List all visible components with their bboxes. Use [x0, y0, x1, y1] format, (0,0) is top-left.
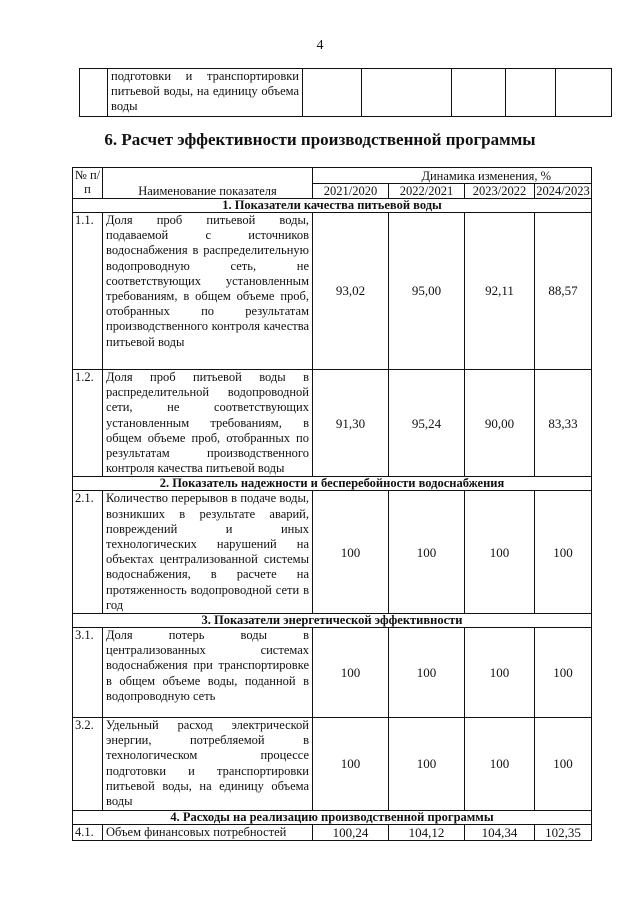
continuation-text: подготовки и транспортировки питьевой воды, на единицу объема воды	[108, 69, 303, 117]
dynamics-value: 100	[313, 628, 389, 718]
dynamics-value: 104,12	[389, 825, 465, 841]
section-header: 3. Показатели энергетической эффективности	[73, 614, 592, 628]
section-title: 6. Расчет эффективности производственной программы	[104, 130, 536, 149]
dynamics-value: 100	[465, 718, 535, 811]
dynamics-value: 95,24	[389, 370, 465, 477]
dynamics-value: 100	[389, 718, 465, 811]
row-number: 2.1.	[73, 491, 103, 614]
dynamics-value: 104,34	[465, 825, 535, 841]
dynamics-value: 100	[465, 628, 535, 718]
col-header-year: 2023/2022	[465, 184, 535, 199]
dynamics-value: 88,57	[535, 213, 592, 370]
dynamics-value: 100	[535, 628, 592, 718]
page-number: 4	[316, 38, 324, 53]
dynamics-value: 100	[535, 718, 592, 811]
indicator-name: Объем финансовых потребностей	[103, 825, 313, 841]
section-header: 2. Показатель надежности и бесперебойности водоснабжения	[73, 477, 592, 491]
dynamics-value: 102,35	[535, 825, 592, 841]
table-row	[73, 825, 592, 841]
dynamics-value: 100	[313, 491, 389, 614]
indicator-name: Доля потерь воды в централизованных системах водоснабжения при транспортировке в общем объеме воды, поданной в водопроводную сеть	[103, 628, 313, 718]
col-header-year: 2022/2021	[389, 184, 465, 199]
table-row	[73, 628, 592, 718]
row-number: 3.2.	[73, 718, 103, 811]
dynamics-value: 100	[389, 628, 465, 718]
dynamics-value: 90,00	[465, 370, 535, 477]
table-row	[73, 718, 592, 811]
dynamics-value: 95,00	[389, 213, 465, 370]
col-header-num: № п/п	[73, 168, 103, 199]
dynamics-value: 100	[389, 491, 465, 614]
table-row	[73, 213, 592, 370]
dynamics-value: 93,02	[313, 213, 389, 370]
dynamics-value: 92,11	[465, 213, 535, 370]
indicator-name: Доля проб питьевой воды, подаваемой с источников водоснабжения в распределительную водопроводную сеть, не соответствующих установленным требованиям, в общем объеме проб, отобранных по результатам производственного контроля качества питьевой воды	[103, 213, 313, 370]
indicator-name: Удельный расход электрической энергии, потребляемой в технологическом процессе подготовки и транспортировки питьевой воды, на единицу объема воды	[103, 718, 313, 811]
dynamics-value: 100	[535, 491, 592, 614]
col-header-year: 2021/2020	[313, 184, 389, 199]
dynamics-value: 100	[313, 718, 389, 811]
row-number: 4.1.	[73, 825, 103, 841]
efficiency-table	[72, 167, 592, 841]
table-row	[73, 491, 592, 614]
indicator-name: Доля проб питьевой воды в распределительной водопроводной сети, не соответствующих установленным требованиям, в общем объеме проб, отобранных по результатам производственного контроля качества питьевой воды	[103, 370, 313, 477]
col-header-name: Наименование показателя	[103, 168, 313, 199]
col-header-year: 2024/2023	[536, 184, 590, 198]
col-header-dynamics: Динамика изменения, %	[313, 168, 592, 184]
dynamics-value: 91,30	[313, 370, 389, 477]
table-row	[73, 370, 592, 477]
continuation-table	[79, 68, 612, 117]
row-number: 1.1.	[73, 213, 103, 370]
indicator-name: Количество перерывов в подаче воды, возникших в результате аварий, повреждений и иных технологических нарушений на объектах централизованной системы водоснабжения, в расчете на протяженность водопроводной сети в год	[103, 491, 313, 614]
section-header: 1. Показатели качества питьевой воды	[73, 199, 592, 213]
row-number: 1.2.	[73, 370, 103, 477]
row-number: 3.1.	[73, 628, 103, 718]
dynamics-value: 100	[465, 491, 535, 614]
dynamics-value: 83,33	[535, 370, 592, 477]
dynamics-value: 100,24	[313, 825, 389, 841]
section-header: 4. Расходы на реализацию производственной программы	[73, 811, 592, 825]
